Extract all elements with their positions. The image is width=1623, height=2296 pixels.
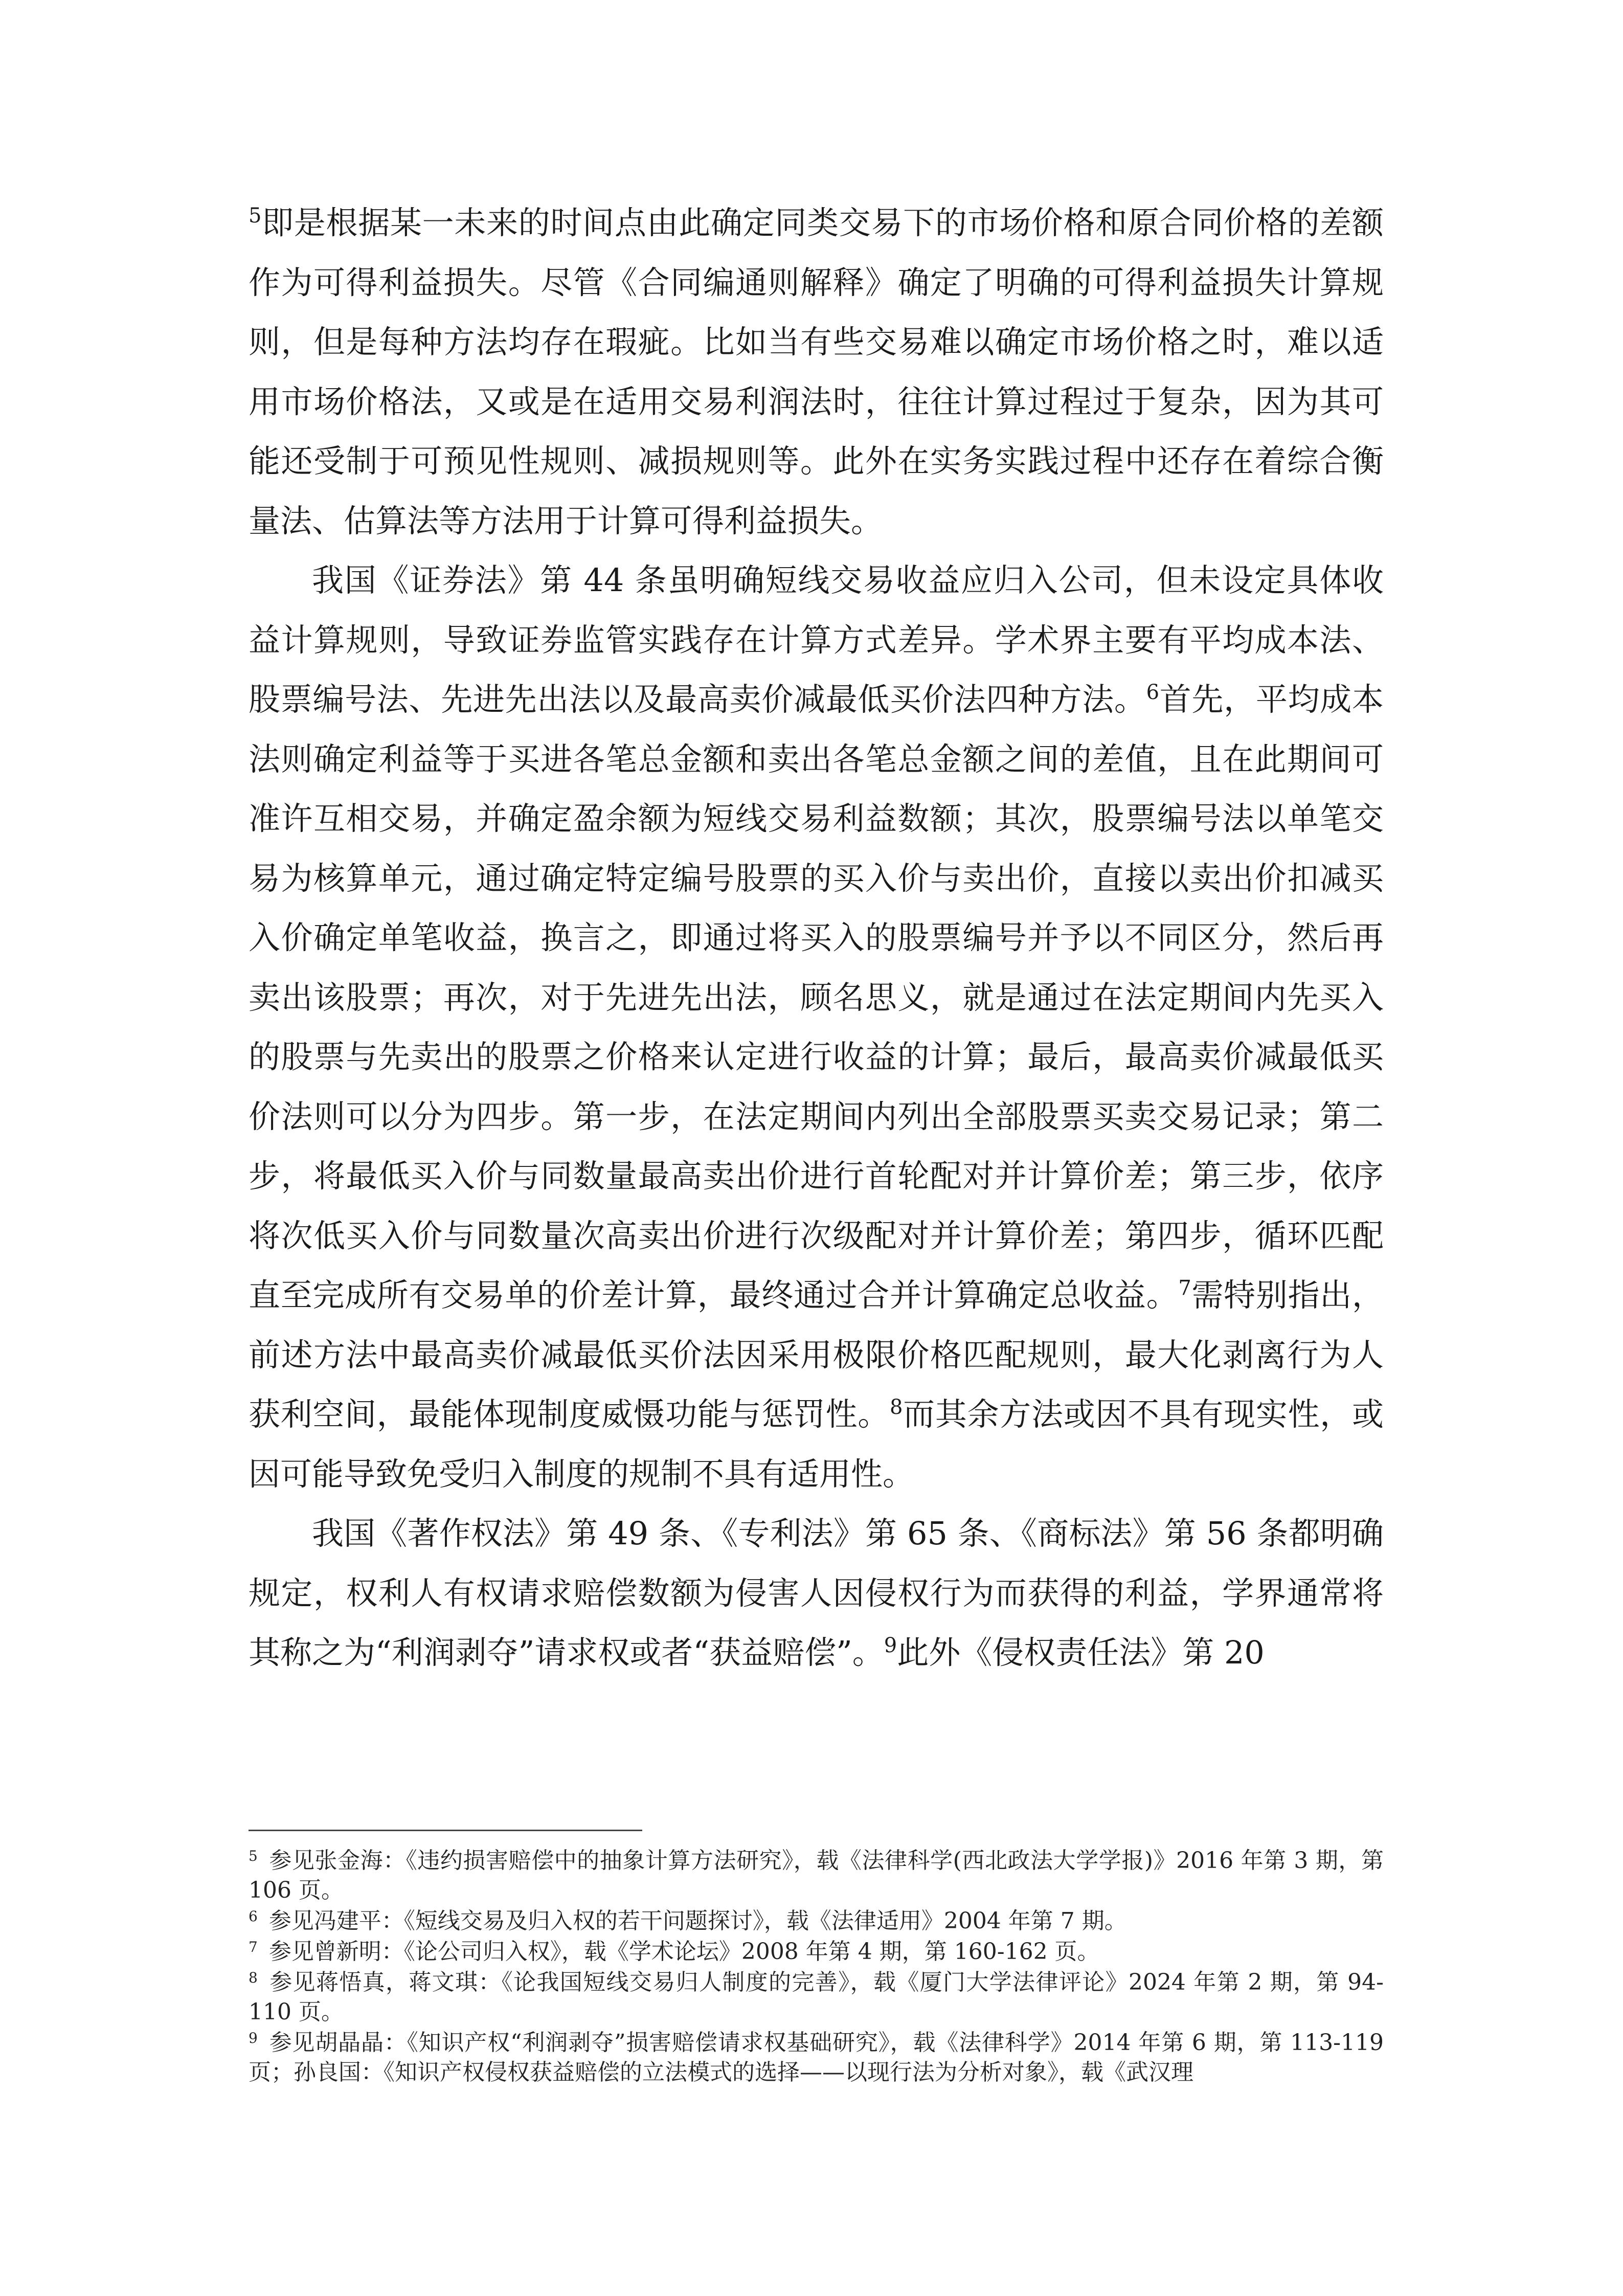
paragraph-text: 此外《侵权责任法》第 20 — [897, 1634, 1265, 1671]
footnote-number: 7 — [249, 1939, 258, 1955]
footnote — [249, 2028, 1384, 2087]
paragraph — [249, 551, 1384, 1504]
body-text — [249, 193, 1384, 1683]
footnote — [249, 1968, 1384, 2027]
footnote — [249, 1846, 1384, 1905]
footnotes — [249, 1846, 1384, 2088]
paragraph-text: 我国《证券法》第 44 条虽明确短线交易收益应归入公司，但未设定具体收益计算规则，导致证券监管实践存在计算方式差异。学术界主要有平均成本法、股票编号法、先进先出法以及最高卖价减最低买价法四种方法。 — [249, 561, 1384, 718]
paragraph — [249, 193, 1384, 551]
footnote-number: 9 — [249, 2030, 258, 2046]
footnote-text: 参见张金海：《违约损害赔偿中的抽象计算方法研究》，载《法律科学(西北政法大学学报)》2016 年第 3 期，第 106 页。 — [249, 1848, 1384, 1903]
paragraph-text: 首先，平均成本法则确定利益等于买进各笔总金额和卖出各笔总金额之间的差值，且在此期间可准许互相交易，并确定盈余额为短线交易利益数额；其次，股票编号法以单笔交易为核算单元，通过确定特定编号股票的买入价与卖出价，直接以卖出价扣减买入价确定单笔收益，换言之，即通过将买入的股票编号并予以不同区分，然后再卖出该股票；再次，对于先进先出法，顾名思义，就是通过在法定期间内先买入的股票与先卖出的股票之价格来认定进行收益的计算；最后，最高卖价减最低买价法则可以分为四步。第一步，在法定期间内列出全部股票买卖交易记录；第二步，将最低买入价与同数量最高卖出价进行首轮配对并计算价差；第三步，依序将次低买入价与同数量次高卖出价进行次级配对并计算价差；第四步，循环匹配直至完成所有交易单的价差计算，最终通过合并计算确定总收益。 — [249, 681, 1384, 1314]
paragraph-text: 我国《著作权法》第 49 条、《专利法》第 65 条、《商标法》第 56 条都明确规定，权利人有权请求赔偿数额为侵害人因侵权行为而获得的利益，学界通常将其称之为“利润剥夺”请求权或者“获益赔偿”。 — [249, 1515, 1384, 1671]
footnote-text: 参见胡晶晶：《知识产权“利润剥夺”损害赔偿请求权基础研究》，载《法律科学》2014 年第 6 期，第 113-119 页；孙良国：《知识产权侵权获益赔偿的立法模式的选择——以现行法为分析对象》，载《武汉理 — [249, 2030, 1384, 2085]
footnote-divider — [249, 1830, 642, 1831]
footnote-ref: 9 — [884, 1634, 897, 1657]
paragraph-text: 即是根据某一未来的时间点由此确定同类交易下的市场价格和原合同价格的差额作为可得利益损失。尽管《合同编通则解释》确定了明确的可得利益损失计算规则，但是每种方法均存在瑕疵。比如当有些交易难以确定市场价格之时，难以适用市场价格法，又或是在适用交易利润法时，往往计算过程过于复杂，因为其可能还受制于可预见性规则、减损规则等。此外在实务实践过程中还存在着综合衡量法、估算法等方法用于计算可得利益损失。 — [249, 204, 1384, 539]
footnote-number: 6 — [249, 1908, 258, 1925]
footnote-ref: 6 — [1146, 681, 1160, 704]
footnote-number: 8 — [249, 1969, 258, 1986]
footnote — [249, 1906, 1384, 1936]
paragraph-text: 需特别指出，前述方法中最高卖价减最低买价法因采用极限价格匹配规则，最大化剥离行为人获利空间，最能体现制度威慑功能与惩罚性。 — [249, 1276, 1384, 1433]
paragraph — [249, 1504, 1384, 1683]
paragraph-text: 而其余方法或因不具有现实性，或因可能导致免受归入制度的规制不具有适用性。 — [249, 1395, 1384, 1493]
footnote-text: 参见曾新明：《论公司归入权》，载《学术论坛》2008 年第 4 期，第 160-162 页。 — [268, 1939, 1100, 1965]
footnote-ref: 5 — [249, 204, 262, 228]
footnote — [249, 1937, 1384, 1967]
footnote-text: 参见冯建平：《短线交易及归入权的若干问题探讨》，载《法律适用》2004 年第 7 期。 — [268, 1908, 1127, 1934]
footnote-text: 参见蒋悟真，蒋文琪：《论我国短线交易归人制度的完善》，载《厦门大学法律评论》2024 年第 2 期，第 94-110 页。 — [249, 1969, 1384, 2025]
footnote-ref: 8 — [890, 1395, 903, 1419]
footnote-number: 5 — [249, 1848, 258, 1864]
footnote-ref: 7 — [1178, 1276, 1191, 1300]
